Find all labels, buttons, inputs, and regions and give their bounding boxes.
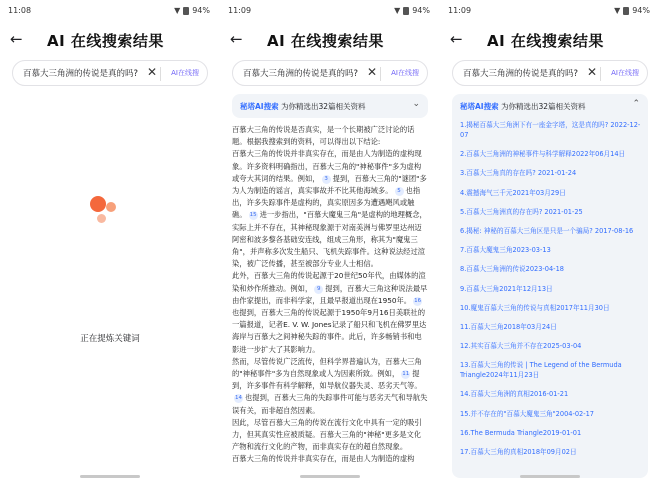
search-query[interactable]: 百慕大三角洲的传说是真的吗? — [243, 69, 359, 79]
app-header — [440, 28, 660, 52]
answer-text: 然而，尽管传说广泛流传，但科学界普遍认为，百慕大三角的"神秘事件"多为自然现象或人为因素所致。例如， — [232, 356, 422, 379]
reference-link[interactable]: 1.揭秘百慕大三角洲下有一座金字塔，这是真的吗? 2022-12-07 — [460, 121, 641, 139]
sources-summary — [460, 101, 586, 112]
citation-badge[interactable]: 11 — [402, 371, 410, 378]
reference-link[interactable]: 10.魔鬼百慕大三角的传说与真相2017年11月30日 — [460, 303, 610, 312]
answer-text: 百慕大三角的传说并非真实存在，而是由人为制造的虚构 — [232, 454, 415, 464]
reference-link[interactable]: 6.揭秘: 神秘的百慕大三角区是只是一个骗局? 2017-08-16 — [460, 226, 634, 235]
citation-badge[interactable]: 3 — [322, 175, 331, 184]
citation-badge[interactable]: 15 — [249, 212, 257, 219]
gesture-bar[interactable] — [300, 475, 360, 478]
answer-text: 百慕大三角的传说是否真实，是一个长期被广泛讨论的话题。根据我搜索到的资料，可以得出以下结论: — [232, 125, 415, 147]
loading-dot — [106, 202, 116, 212]
status-bar — [228, 6, 430, 18]
ai-search-button[interactable]: AI在线搜 — [611, 69, 639, 77]
answer-paragraph — [232, 124, 428, 148]
answer-text: 因此，尽管百慕大三角的传说在流行文化中具有一定的吸引力，但其真实性应被质疑。百慕大三角的"神秘"更多是文化产物和流行文化的产物，而非真实存在的超自然现象。 — [232, 417, 422, 452]
close-icon[interactable]: ✕ — [586, 65, 597, 79]
extracting-status: 正在提炼关键词 — [80, 334, 140, 344]
sources-panel-collapsed[interactable] — [232, 94, 428, 118]
search-box[interactable] — [12, 60, 208, 86]
sources-summary — [240, 101, 366, 112]
brand-label: 秘塔AI搜索 — [240, 102, 279, 111]
chevron-down-icon[interactable]: ⌄ — [412, 99, 420, 109]
gesture-bar[interactable] — [520, 475, 580, 478]
answer-text: 也指出，许多失踪事件是虚构的，真实原因多为遭遇飓风或触礁。 — [232, 186, 421, 220]
wifi-icon: ▼ — [174, 6, 181, 15]
sources-count-text: 为你精选出32篇相关资料 — [281, 102, 366, 111]
reference-link[interactable]: 11.百慕大三角2018年03月24日 — [460, 322, 557, 331]
battery-level: 94% — [632, 6, 650, 15]
gesture-bar[interactable] — [80, 475, 140, 478]
search-query[interactable]: 百慕大三角洲的传说是真的吗? — [463, 69, 579, 79]
loading-dot — [97, 214, 106, 223]
status-bar — [448, 6, 650, 18]
ai-search-button[interactable]: AI在线搜 — [391, 69, 419, 77]
citation-badge[interactable]: 14 — [235, 395, 242, 402]
ai-answer — [232, 124, 428, 466]
reference-link[interactable]: 13.百慕大三角的传说 | The Legend of the Bermuda Triangle2024年11月23日 — [460, 361, 622, 380]
loading-dots — [88, 192, 118, 232]
citation-badge[interactable]: 9 — [314, 285, 323, 294]
battery-icon — [403, 7, 409, 15]
divider — [380, 67, 381, 81]
answer-text: 进一步指出，"百慕大魔鬼三角"是虚构的地理概念，实际上并不存在，其神秘现象源于对南美洲与佛罗里达州迈阿密和波多黎各基础安连线，组成三角形，称其为"魔鬼三角"，并声称多次发生船只、飞机失踪事件。这种说法经过渲染，被广泛传播，甚至被部分专业人士相信。 — [232, 210, 427, 269]
answer-paragraph — [232, 453, 428, 465]
answer-paragraph — [232, 148, 428, 270]
reference-link[interactable]: 15.并不存在的"百慕大魔鬼三角"2004-02-17 — [460, 409, 594, 418]
reference-list — [460, 120, 642, 466]
status-time: 11:08 — [8, 6, 32, 15]
app-header — [0, 28, 220, 52]
battery-level: 94% — [412, 6, 430, 15]
reference-link[interactable]: 9.百慕大三角2021年12月13日 — [460, 284, 553, 293]
answer-text: 提到，百慕大三角这种说法最早由作家提出，而非科学家，且最早报道出现在1950年。 — [232, 283, 428, 305]
wifi-icon: ▼ — [394, 6, 401, 15]
reference-link[interactable]: 17.百慕大三角的真相2018年09月02日 — [460, 448, 577, 456]
app-header — [220, 28, 440, 52]
reference-link[interactable]: 8.百慕大三角洲的传说2023-04-18 — [460, 265, 564, 274]
brand-label: 秘塔AI搜索 — [460, 102, 499, 111]
divider — [160, 67, 161, 81]
wifi-icon: ▼ — [614, 6, 621, 15]
reference-link[interactable]: 4.震撼海气三千元2021年03月29日 — [460, 188, 566, 197]
status-time: 11:09 — [448, 6, 472, 15]
sources-panel-expanded — [452, 94, 648, 478]
close-icon[interactable]: ✕ — [146, 65, 157, 79]
answer-text: 此外，百慕大三角的传说起源于20世纪50年代，由媒体的渲染和炒作所推动。例如， — [232, 271, 426, 293]
reference-link[interactable]: 12.其实百慕大三角并不存在2025-03-04 — [460, 342, 582, 351]
page-title: AI 在线搜索结果 — [487, 32, 604, 50]
status-bar — [8, 6, 210, 18]
reference-link[interactable]: 14.百慕大三角洲的真相2016-01-21 — [460, 390, 569, 399]
search-query[interactable]: 百慕大三角洲的传说是真的吗? — [23, 69, 139, 79]
chevron-up-icon[interactable]: ⌃ — [632, 99, 640, 109]
search-box[interactable] — [232, 60, 428, 86]
screen-extracting — [0, 0, 220, 484]
status-time: 11:09 — [228, 6, 252, 15]
divider — [600, 67, 601, 81]
reference-link[interactable]: 3.百慕大三角真的存在吗? 2021-01-24 — [460, 169, 577, 178]
answer-paragraph — [232, 417, 428, 454]
search-box[interactable] — [452, 60, 648, 86]
page-title: AI 在线搜索结果 — [47, 32, 164, 50]
answer-text: 提到，百慕大三角的"谜团"多为人为制造的谣言，真实事故并不比其他海域多。 — [232, 173, 427, 196]
screen-sources — [440, 0, 660, 484]
reference-link[interactable]: 5.百慕大三角洲真的存在吗? 2021-01-25 — [460, 207, 583, 216]
sources-count-text: 为你精选出32篇相关资料 — [501, 102, 586, 111]
answer-text: 百慕大三角的传说并非真实存在，而是由人为制造的虚构现象。许多资料明确指出，百慕大三角的"神秘事件"多为虚构或夸大其词的结果。例如， — [232, 149, 422, 183]
back-arrow-icon[interactable]: ← — [230, 30, 243, 48]
answer-text: 也提到，百慕大三角的传说起源于1950年9月16日美联社的一篇报道，记者E. V. W. Jones记录了船只和飞机在佛罗里达海岸与百慕大之间神秘失踪的事件。此后，许多畅销书和电影进一步扩大了其影响力。 — [232, 308, 427, 354]
screen-answer — [220, 0, 440, 484]
battery-icon — [183, 7, 189, 15]
reference-link[interactable]: 16.The Bermuda Triangle2019-01-01 — [460, 428, 582, 437]
citation-badge[interactable]: 16 — [414, 297, 422, 304]
answer-text: 提到，许多事件有科学解释，如导航仪器失灵、恶劣天气等。 — [232, 369, 422, 391]
battery-icon — [623, 7, 629, 15]
answer-paragraph — [232, 356, 428, 417]
page-title: AI 在线搜索结果 — [267, 32, 384, 50]
loading-dot — [90, 196, 106, 212]
back-arrow-icon[interactable]: ← — [10, 30, 23, 48]
answer-text: 也提到，百慕大三角的失踪事件可能与恶劣天气和导航失误有关，而非超自然因素。 — [232, 393, 428, 415]
citation-badge[interactable]: 5 — [395, 187, 404, 196]
reference-link[interactable]: 2.百慕大三角洲的神秘事件与科学解释2022年06月14日 — [460, 150, 626, 159]
back-arrow-icon[interactable]: ← — [450, 30, 463, 48]
answer-paragraph — [232, 270, 428, 355]
ai-search-button[interactable]: AI在线搜 — [171, 69, 199, 77]
close-icon[interactable]: ✕ — [366, 65, 377, 79]
battery-level: 94% — [192, 6, 210, 15]
reference-link[interactable]: 7.百慕大魔鬼三角2023-03-13 — [460, 246, 551, 255]
